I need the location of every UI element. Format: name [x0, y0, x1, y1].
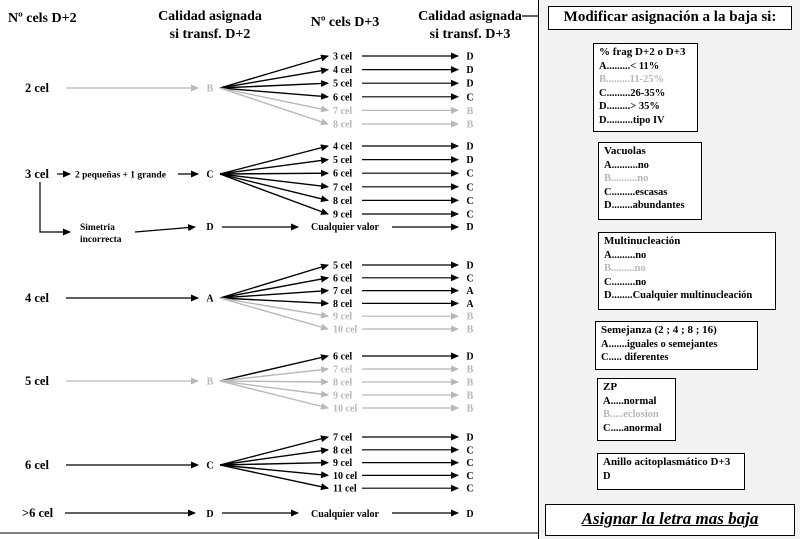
- quality-d3: D: [466, 78, 474, 90]
- target-cells: 10 cel: [333, 324, 358, 336]
- quality-d3: C: [466, 209, 474, 221]
- quality-d3: B: [466, 311, 474, 323]
- fan-arrow: [220, 174, 328, 200]
- quality-d3: D: [466, 65, 474, 77]
- target-cells: 4 cel: [333, 141, 353, 153]
- flow-group-1: [25, 52, 474, 131]
- target-cells: 7 cel: [333, 286, 353, 298]
- header-quality-d3-line2: si transf. D+3: [429, 27, 511, 42]
- criteria-multi-line: C.........no: [604, 276, 647, 288]
- quality-d3: D: [466, 155, 474, 167]
- quality-d3: C: [466, 458, 474, 470]
- fan-arrow: [220, 88, 328, 97]
- target-cells: 8 cel: [333, 195, 353, 207]
- criteria-zp-line: A.....normal: [603, 395, 657, 407]
- criteria-box-frag: [593, 43, 698, 132]
- source-cells: 2 cel: [25, 81, 49, 95]
- quality-d3: B: [466, 377, 474, 389]
- target-cells: 6 cel: [333, 351, 353, 363]
- target-cells: 9 cel: [333, 311, 353, 323]
- criteria-frag-line: C.........26-35%: [599, 87, 666, 99]
- fan-arrow: [220, 173, 328, 174]
- source-cells: 3 cel: [25, 167, 49, 181]
- fan-arrow: [220, 381, 328, 408]
- target-cells: 7 cel: [333, 432, 353, 444]
- target-cells: 6 cel: [333, 92, 353, 104]
- target-cells: 9 cel: [333, 209, 353, 221]
- quality-d2: B: [206, 83, 214, 95]
- target-cells: 8 cel: [333, 445, 353, 457]
- criteria-semejanza-line: C..... diferentes: [601, 352, 669, 363]
- target-cells: 4 cel: [333, 65, 353, 77]
- target-cells: 6 cel: [333, 168, 353, 180]
- target-cells: 7 cel: [333, 182, 353, 194]
- quality-d2: A: [206, 293, 214, 305]
- quality-d3: D: [466, 51, 474, 63]
- criteria-box-anillo: [597, 453, 745, 490]
- criteria-vacuolas-line: B..........no: [604, 173, 649, 184]
- quality-d3: A: [466, 298, 474, 310]
- quality-d3: C: [466, 195, 474, 207]
- criteria-frag-title: % frag D+2 o D+3: [599, 46, 686, 58]
- asym-label-line1: Simetria: [80, 223, 115, 233]
- target-cells: 7 cel: [333, 105, 353, 117]
- criteria-semejanza-line: A.......iguales o semejantes: [601, 338, 718, 350]
- quality-d3: C: [466, 168, 474, 180]
- criteria-box-semejanza: [595, 321, 758, 370]
- asym-any-value: Cualquier valor: [311, 222, 379, 233]
- criteria-frag-line: A.........< 11%: [599, 60, 660, 72]
- header-cells-d3: Nº cels D+3: [310, 15, 380, 30]
- target-cells: 7 cel: [333, 364, 353, 376]
- over6-source: >6 cel: [22, 506, 54, 520]
- asym-branch-arrow: [40, 182, 70, 232]
- final-note: Asignar la letra mas baja: [545, 504, 795, 536]
- target-cells: 8 cel: [333, 377, 353, 389]
- flow-group-3: [25, 261, 474, 336]
- flow-group-5: [25, 433, 474, 495]
- quality-d3: C: [466, 483, 474, 495]
- target-cells: 9 cel: [333, 390, 353, 402]
- fan-arrow: [220, 465, 328, 488]
- criteria-frag-line: D..........tipo IV: [599, 114, 665, 126]
- target-cells: 6 cel: [333, 273, 353, 285]
- quality-d3: D: [466, 432, 474, 444]
- fan-arrow: [220, 381, 328, 382]
- fan-arrow: [220, 369, 328, 381]
- asym-to-quality-arrow: [135, 227, 195, 232]
- quality-d3: C: [466, 92, 474, 104]
- target-cells: 5 cel: [333, 155, 353, 167]
- criteria-box-vacuolas: [598, 142, 702, 220]
- criteria-vacuolas-line: A..........no: [604, 159, 649, 171]
- criteria-semejanza-title: Semejanza (2 ; 4 ; 8 ; 16): [601, 324, 717, 336]
- fan-arrow: [220, 437, 328, 465]
- criteria-multi-line: B.........no: [604, 263, 646, 274]
- fan-arrow: [220, 88, 328, 110]
- criteria-vacuolas-line: D........abundantes: [604, 200, 685, 211]
- target-cells: 8 cel: [333, 119, 353, 131]
- fan-arrow: [220, 381, 328, 395]
- asym-label-line2: incorrecta: [80, 235, 122, 245]
- fan-arrow: [220, 160, 328, 174]
- target-cells: 3 cel: [333, 51, 353, 63]
- quality-d3: B: [466, 324, 474, 336]
- criteria-anillo-title: Anillo acitoplasmático D+3: [603, 456, 731, 468]
- quality-d3: A: [466, 286, 474, 298]
- source-cells: 4 cel: [25, 291, 49, 305]
- criteria-multi-title: Multinucleación: [604, 235, 681, 247]
- criteria-vacuolas-line: C.........escasas: [604, 186, 668, 198]
- criteria-zp-line: B.....eclosion: [603, 409, 659, 420]
- header-quality-d2-line1: Calidad asignada: [158, 9, 262, 24]
- source-cells: 5 cel: [25, 374, 49, 388]
- fan-arrow: [220, 146, 328, 174]
- flow-group-2: [25, 142, 474, 221]
- target-cells: 9 cel: [333, 458, 353, 470]
- asym-quality: D: [206, 222, 214, 233]
- quality-d3: C: [466, 470, 474, 482]
- criteria-zp-line: C.....anormal: [603, 422, 662, 434]
- quality-d3: D: [466, 351, 474, 363]
- over6-quality: D: [206, 509, 214, 520]
- criteria-box-zp: [597, 378, 676, 441]
- quality-d3: D: [466, 141, 474, 153]
- criteria-frag-line: B.........11-25%: [599, 74, 665, 85]
- modify-header: Modificar asignación a la baja si:: [548, 6, 792, 30]
- over6-final-quality: D: [466, 509, 474, 520]
- quality-d3: B: [466, 364, 474, 376]
- target-cells: 5 cel: [333, 260, 353, 272]
- header-quality-d3-line1: Calidad asignada: [418, 9, 522, 24]
- middle-label: 2 pequeñas + 1 grande: [75, 170, 166, 181]
- quality-d3: D: [466, 260, 474, 272]
- criteria-vacuolas-title: Vacuolas: [604, 145, 646, 157]
- fan-arrow: [220, 356, 328, 381]
- criteria-multi-line: D........Cualquier multinucleación: [604, 290, 753, 301]
- header-quality-d2-line2: si transf. D+2: [169, 27, 251, 42]
- over6-any-value: Cualquier valor: [311, 509, 379, 520]
- criteria-box-multi: [598, 232, 776, 310]
- quality-d2: C: [206, 169, 214, 181]
- fan-arrow: [220, 88, 328, 124]
- criteria-multi-line: A.........no: [604, 249, 647, 261]
- source-cells: 6 cel: [25, 458, 49, 472]
- target-cells: 10 cel: [333, 403, 358, 415]
- target-cells: 5 cel: [333, 78, 353, 90]
- quality-d3: C: [466, 445, 474, 457]
- quality-d3: B: [466, 403, 474, 415]
- asym-final-quality: D: [466, 222, 474, 233]
- quality-d3: B: [466, 390, 474, 402]
- quality-d2: C: [206, 460, 214, 472]
- quality-d3: C: [466, 182, 474, 194]
- target-cells: 8 cel: [333, 298, 353, 310]
- criteria-zp-title: ZP: [603, 381, 618, 393]
- target-cells: 10 cel: [333, 470, 358, 482]
- fan-arrow: [220, 465, 328, 475]
- flow-group-4: [25, 352, 474, 415]
- criteria-anillo-line: D: [603, 470, 611, 482]
- header-cells-d2: Nº cels D+2: [8, 11, 77, 26]
- quality-d3: B: [466, 105, 474, 117]
- quality-d3: C: [466, 273, 474, 285]
- criteria-frag-line: D.........> 35%: [599, 101, 660, 112]
- quality-d2: B: [206, 376, 214, 388]
- quality-d3: B: [466, 119, 474, 131]
- target-cells: 11 cel: [333, 483, 357, 495]
